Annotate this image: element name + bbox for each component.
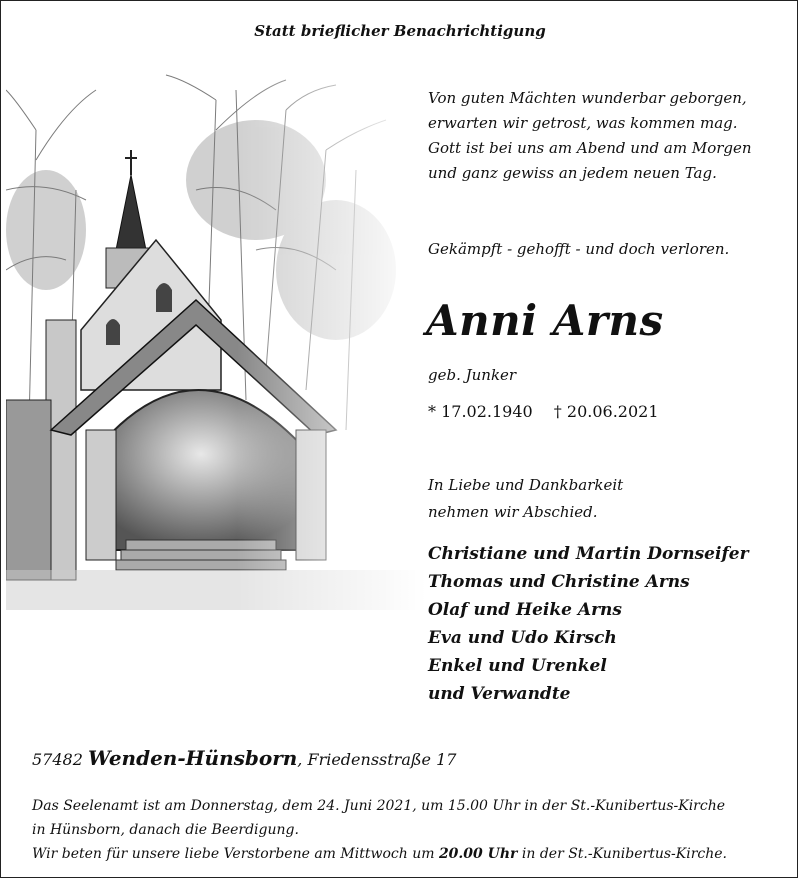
mourner: Enkel und Urenkel	[428, 656, 607, 676]
farewell-line: nehmen wir Abschied.	[428, 503, 598, 521]
poem-line: und ganz gewiss an jedem neuen Tag.	[428, 164, 717, 182]
notice-line: in Hünsborn, danach die Beerdigung.	[32, 822, 299, 838]
mourner: und Verwandte	[428, 684, 571, 704]
notice-text: Wir beten für unsere liebe Verstorbene am Mittwoch um	[32, 846, 439, 862]
mourner: Olaf und Heike Arns	[428, 600, 622, 620]
deceased-name: Anni Arns	[426, 296, 664, 345]
farewell-line: In Liebe und Dankbarkeit	[428, 476, 624, 494]
header-text: Statt brieflicher Benachrichtigung	[254, 22, 546, 40]
poem	[428, 86, 752, 186]
notice-line	[32, 842, 727, 866]
birth-date: * 17.02.1940	[428, 402, 533, 421]
mourner: Eva und Udo Kirsch	[428, 628, 617, 648]
city: Wenden-Hünsborn	[88, 746, 298, 770]
mourner: Christiane und Martin Dornseifer	[428, 544, 749, 564]
address	[32, 746, 456, 770]
prayer-time: 20.00 Uhr	[438, 846, 518, 862]
notice-line: Das Seelenamt ist am Donnerstag, dem 24. Juni 2021, um 15.00 Uhr in der St.-Kunibertus-Kirche	[32, 798, 726, 814]
chapel-illustration	[6, 70, 426, 610]
farewell-text	[428, 472, 623, 526]
mourners-list	[428, 540, 749, 708]
birth-name: geb. Junker	[428, 366, 517, 384]
poem-line: erwarten wir getrost, was kommen mag.	[428, 114, 738, 132]
poem-line: Von guten Mächten wunderbar geborgen,	[428, 89, 747, 107]
street: , Friedensstraße 17	[297, 750, 457, 769]
death-date: † 20.06.2021	[553, 402, 659, 421]
notice-text: in der St.-Kunibertus-Kirche.	[517, 846, 727, 862]
postcode: 57482	[32, 750, 83, 769]
mourner: Thomas und Christine Arns	[428, 572, 690, 592]
service-notice	[32, 794, 727, 866]
poem-line: Gott ist bei uns am Abend und am Morgen	[428, 139, 752, 157]
life-dates	[428, 402, 675, 421]
motto: Gekämpft - gehofft - und doch verloren.	[428, 240, 730, 258]
